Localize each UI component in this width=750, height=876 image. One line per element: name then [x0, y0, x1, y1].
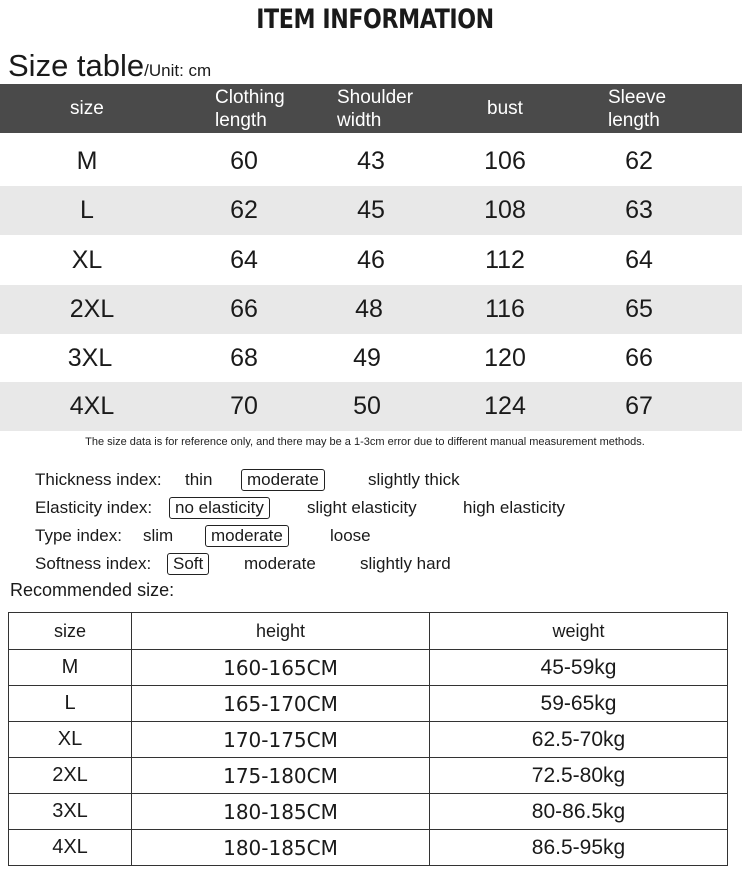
height-cell: 175-180CM — [132, 758, 430, 794]
table-row — [9, 830, 728, 866]
weight-cell: 80-86.5kg — [430, 794, 728, 830]
size-cell: L — [80, 196, 94, 224]
table-row — [0, 186, 742, 235]
sleeve-length-cell: 62 — [625, 147, 653, 175]
height-cell: 180-185CM — [132, 794, 430, 830]
size-cell: 2XL — [9, 758, 132, 794]
shoulder-width-cell: 43 — [357, 147, 385, 175]
table-row — [9, 722, 728, 758]
size-cell: 2XL — [69, 295, 115, 323]
shoulder-width-cell: 46 — [357, 246, 385, 274]
clothing-length-cell: 66 — [230, 295, 258, 323]
table-row — [9, 794, 728, 830]
recommended-size-table — [8, 612, 728, 866]
table-row — [0, 285, 742, 334]
size-table-header — [0, 84, 742, 133]
height-cell: 180-185CM — [132, 830, 430, 866]
bust-cell: 116 — [485, 295, 525, 323]
size-cell: 4XL — [9, 830, 132, 866]
recommended-heading: Recommended size: — [10, 580, 175, 600]
bust-cell: 120 — [484, 344, 526, 372]
header-sleeve-length: Sleeve length — [608, 86, 667, 131]
bust-cell: 106 — [484, 147, 526, 175]
header-shoulder-width: Shoulder width — [337, 86, 414, 131]
index-option: slightly hard — [360, 554, 451, 573]
shoulder-width-cell: 49 — [353, 344, 381, 372]
header-height: height — [132, 613, 430, 650]
size-cell: XL — [71, 246, 103, 274]
index-option-selected: moderate — [205, 525, 289, 547]
shoulder-width-cell: 48 — [355, 295, 383, 323]
sleeve-length-cell: 64 — [625, 246, 653, 274]
weight-cell: 62.5-70kg — [430, 722, 728, 758]
index-option-selected: Soft — [167, 553, 209, 575]
size-cell: 4XL — [69, 392, 115, 420]
weight-cell: 86.5-95kg — [430, 830, 728, 866]
table-row — [9, 650, 728, 686]
bust-cell: 112 — [485, 246, 525, 274]
bust-cell: 124 — [484, 392, 526, 420]
clothing-length-cell: 68 — [230, 344, 258, 372]
shoulder-width-cell: 50 — [353, 392, 381, 420]
index-option: slim — [143, 526, 174, 545]
index-label: Type index: — [35, 526, 122, 545]
clothing-length-cell: 70 — [230, 392, 258, 420]
size-cell: M — [76, 147, 98, 175]
sleeve-length-cell: 67 — [625, 392, 653, 420]
clothing-length-cell: 60 — [230, 147, 258, 175]
header-bust: bust — [487, 98, 523, 119]
weight-cell: 72.5-80kg — [430, 758, 728, 794]
height-cell: 165-170CM — [132, 686, 430, 722]
index-option: slightly thick — [368, 470, 460, 489]
header-size: size — [9, 613, 132, 650]
index-label: Thickness index: — [35, 470, 162, 489]
table-row — [0, 137, 742, 186]
sleeve-length-cell: 66 — [625, 344, 653, 372]
index-option-selected: moderate — [241, 469, 325, 491]
clothing-length-cell: 62 — [230, 196, 258, 224]
header-weight: weight — [430, 613, 728, 650]
size-disclaimer: The size data is for reference only, and there may be a 1-3cm error due to different manual measurement methods. — [85, 436, 645, 448]
size-cell: 3XL — [9, 794, 132, 830]
index-label: Softness index: — [35, 554, 152, 573]
size-cell: M — [9, 650, 132, 686]
index-label: Elasticity index: — [35, 498, 153, 517]
page-title: ITEM INFORMATION — [256, 4, 494, 35]
index-option: high elasticity — [463, 498, 566, 517]
table-row — [9, 686, 728, 722]
height-cell: 160-165CM — [132, 650, 430, 686]
size-cell: XL — [9, 722, 132, 758]
size-table-unit: /Unit: cm — [144, 61, 212, 80]
header-clothing-length: Clothing length — [215, 86, 285, 131]
index-option-selected: no elasticity — [169, 497, 270, 519]
height-cell: 170-175CM — [132, 722, 430, 758]
size-cell: 3XL — [67, 344, 113, 372]
header-size: size — [70, 98, 104, 119]
shoulder-width-cell: 45 — [357, 196, 385, 224]
clothing-length-cell: 64 — [230, 246, 258, 274]
table-row — [0, 382, 742, 431]
weight-cell: 59-65kg — [430, 686, 728, 722]
table-row — [9, 758, 728, 794]
bust-cell: 108 — [484, 196, 526, 224]
sleeve-length-cell: 63 — [625, 196, 653, 224]
table-header-row — [9, 613, 728, 650]
index-option: thin — [185, 470, 213, 489]
weight-cell: 45-59kg — [430, 650, 728, 686]
table-row — [0, 334, 742, 383]
size-cell: L — [9, 686, 132, 722]
index-option: slight elasticity — [307, 498, 417, 517]
table-row — [0, 236, 742, 285]
size-table-heading — [8, 48, 211, 84]
sleeve-length-cell: 65 — [625, 295, 653, 323]
size-table-title: Size table — [8, 48, 145, 83]
index-option: moderate — [244, 554, 316, 573]
index-option: loose — [330, 526, 371, 545]
